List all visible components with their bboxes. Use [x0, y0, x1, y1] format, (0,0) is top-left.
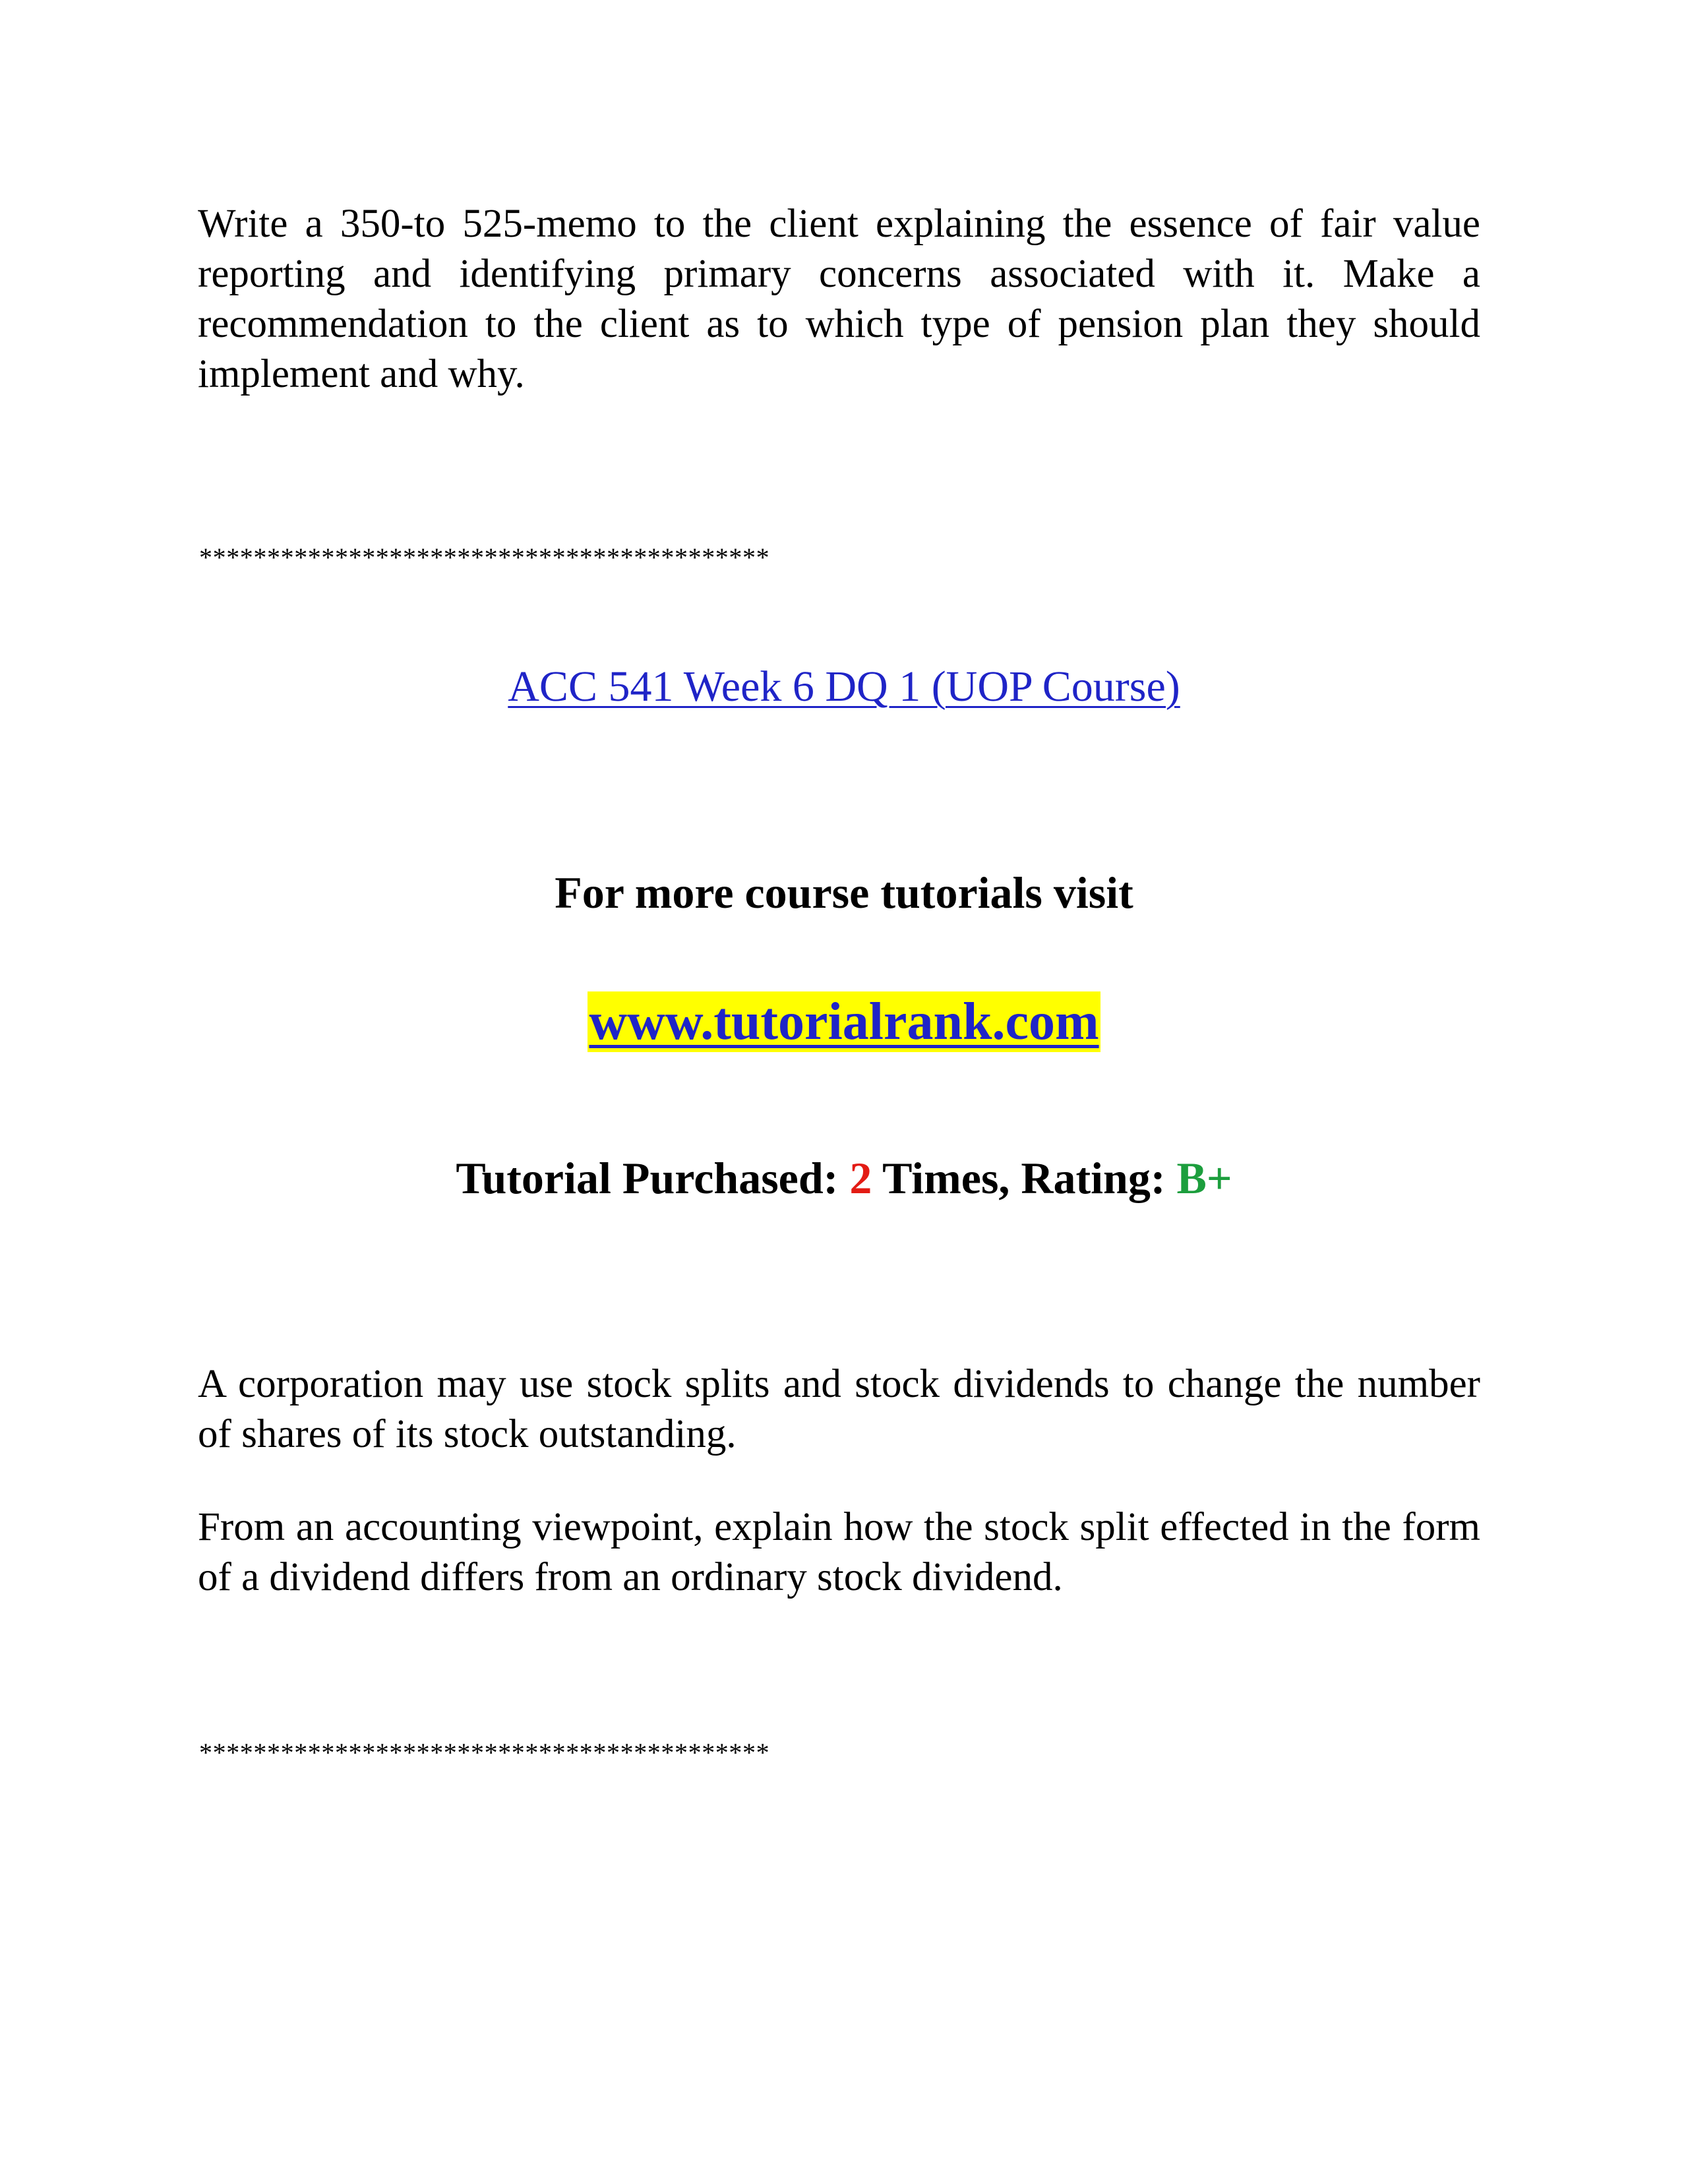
separator-top: ******************************************: [199, 543, 770, 572]
rating-value: B+: [1176, 1153, 1232, 1203]
purchase-info: [0, 1152, 1688, 1204]
purchase-count: 2: [849, 1153, 872, 1203]
purchase-label: Tutorial Purchased:: [456, 1153, 850, 1203]
course-link[interactable]: ACC 541 Week 6 DQ 1 (UOP Course): [508, 663, 1180, 711]
separator-bottom: ******************************************: [199, 1738, 770, 1767]
course-title-line: [0, 662, 1688, 712]
site-link-line: [0, 992, 1688, 1052]
times-rating-label: Times, Rating:: [872, 1153, 1177, 1203]
question-paragraph-1: A corporation may use stock splits and stock dividends to change the number of shares of its stock outstanding.: [198, 1362, 1480, 1456]
site-link[interactable]: www.tutorialrank.com: [589, 993, 1099, 1051]
question-paragraph-2: From an accounting viewpoint, explain how the stock split effected in the form of a dividend differs from an ordinary stock dividend.: [198, 1505, 1480, 1599]
intro-paragraph: Write a 350-to 525-memo to the client explaining the essence of fair value reporting and identifying primary concerns associated with it. Make a recommendation to the client as to which type of pension plan they should implement and why.: [198, 202, 1480, 396]
visit-heading: For more course tutorials visit: [555, 868, 1133, 918]
